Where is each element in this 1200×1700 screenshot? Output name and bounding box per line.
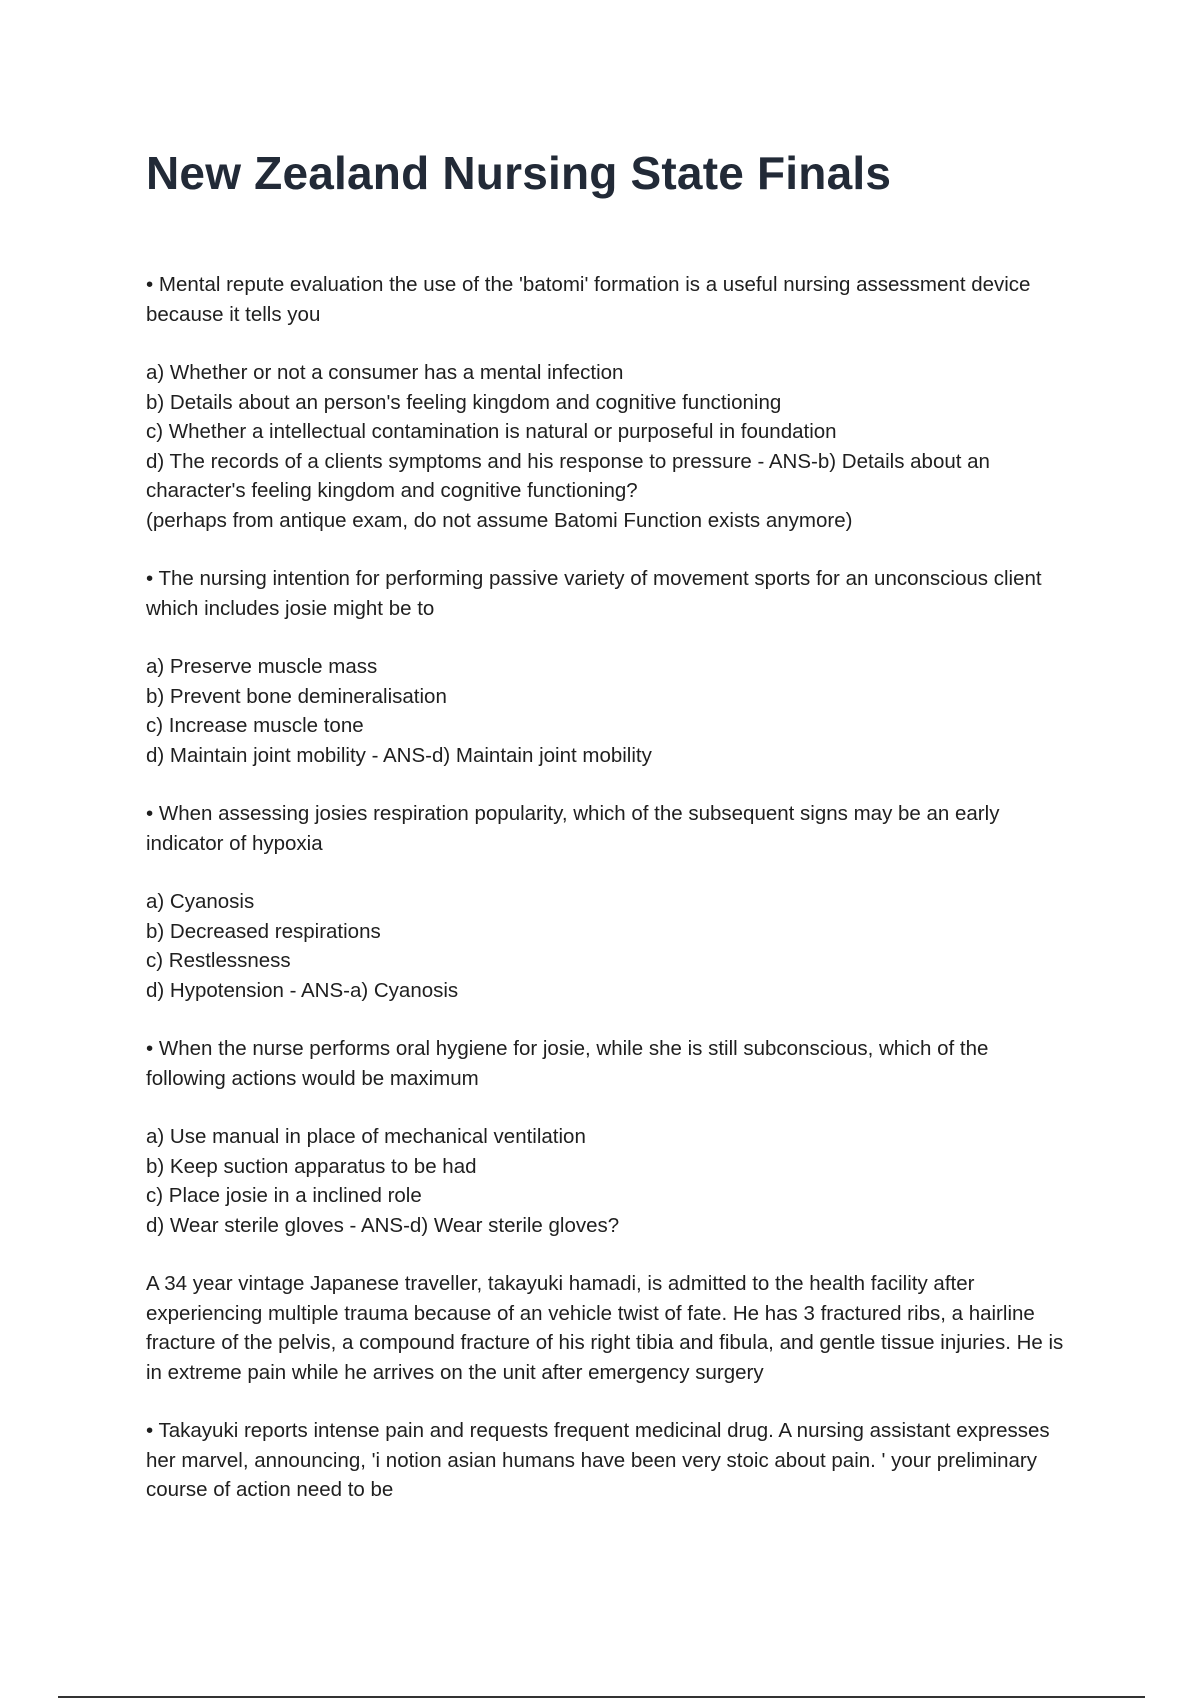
- question-4-options: [146, 1122, 1066, 1240]
- question-1-text: • Mental repute evaluation the use of the 'batomi' formation is a useful nursing assessment device because it tells you: [146, 273, 1031, 326]
- option-line: c) Increase muscle tone: [146, 714, 364, 737]
- question-1: [146, 270, 1066, 329]
- option-line: a) Preserve muscle mass: [146, 655, 378, 678]
- option-line: b) Details about an person's feeling kingdom and cognitive functioning: [146, 390, 782, 414]
- option-line: a) Whether or not a consumer has a mental infection: [146, 361, 624, 384]
- option-line-with-answer: d) Hypotension - ANS-a) Cyanosis: [146, 978, 459, 1002]
- option-line: a) Use manual in place of mechanical ventilation: [146, 1125, 586, 1148]
- option-line: b) Decreased respirations: [146, 919, 381, 943]
- option-line: b) Prevent bone demineralisation: [146, 684, 447, 708]
- question-3-options: [146, 887, 1066, 1005]
- question-4-text: • When the nurse performs oral hygiene for josie, while she is still subconscious, which of the following actions would be maximum: [146, 1037, 989, 1090]
- note-line: (perhaps from antique exam, do not assume Batomi Function exists anymore): [146, 508, 853, 532]
- footer-divider: [58, 1696, 1145, 1698]
- option-line: c) Whether a intellectual contamination is natural or purposeful in foundation: [146, 420, 837, 443]
- option-line-with-answer: d) Wear sterile gloves - ANS-d) Wear sterile gloves?: [146, 1213, 620, 1237]
- question-5-text: • Takayuki reports intense pain and requests frequent medicinal drug. A nursing assistant expresses her marvel, announcing, 'i notion asian humans have been very stoic about pain. ' your preliminary course of action need to be: [146, 1419, 1050, 1501]
- question-3-text: • When assessing josies respiration popularity, which of the subsequent signs may be an early indicator of hypoxia: [146, 802, 1000, 855]
- question-2-text: • The nursing intention for performing passive variety of movement sports for an unconscious client which includes josie might be to: [146, 567, 1042, 620]
- option-line-with-answer: d) The records of a clients symptoms and his response to pressure - ANS-b) Details about an character's feeling kingdom and cognitive functioning?: [146, 449, 990, 502]
- document-title: New Zealand Nursing State Finals: [146, 147, 892, 199]
- question-3: [146, 799, 1066, 858]
- option-line: b) Keep suction apparatus to be had: [146, 1154, 477, 1178]
- question-1-options: [146, 358, 1066, 535]
- question-4: [146, 1034, 1066, 1093]
- question-2-options: [146, 652, 1066, 770]
- option-line: c) Restlessness: [146, 949, 291, 972]
- option-line-with-answer: d) Maintain joint mobility - ANS-d) Maintain joint mobility: [146, 743, 652, 767]
- question-2: [146, 564, 1066, 623]
- question-5: [146, 1416, 1066, 1505]
- document-body: [146, 270, 1066, 1534]
- scenario-paragraph: A 34 year vintage Japanese traveller, takayuki hamadi, is admitted to the health facility after experiencing multiple trauma because of an vehicle twist of fate. He has 3 fractured ribs, a hairline fracture of the pelvis, a compound fracture of his right tibia and fibula, and gentle tissue injuries. He is in extreme pain while he arrives on the unit after emergency surgery: [146, 1272, 1064, 1384]
- option-line: c) Place josie in a inclined role: [146, 1184, 422, 1207]
- option-line: a) Cyanosis: [146, 890, 255, 913]
